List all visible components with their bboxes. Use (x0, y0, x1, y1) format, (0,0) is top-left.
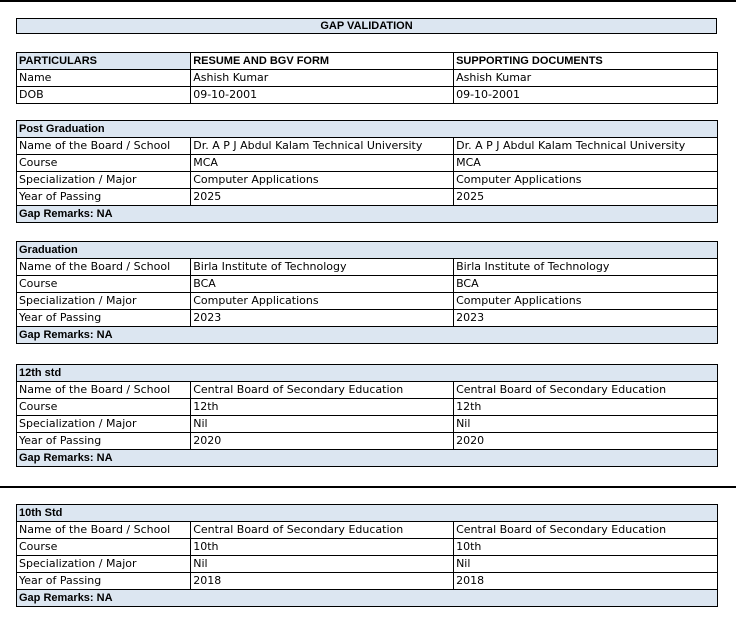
section-10th-std (16, 504, 718, 607)
particulars-header: PARTICULARS (17, 53, 191, 70)
table-row (17, 399, 718, 416)
row-label: Course (17, 399, 191, 416)
row-label: Name of the Board / School (17, 522, 191, 539)
row-label: Specialization / Major (17, 556, 191, 573)
supporting-value: Central Board of Secondary Education (454, 382, 718, 399)
table-row (17, 293, 718, 310)
table-row (17, 382, 718, 399)
particulars-table (16, 52, 718, 104)
supporting-value: MCA (454, 155, 718, 172)
row-label: Year of Passing (17, 433, 191, 450)
resume-value: Central Board of Secondary Education (191, 382, 454, 399)
resume-value: Nil (191, 416, 454, 433)
table-row (17, 556, 718, 573)
column-header-row (17, 53, 718, 70)
resume-value: 2023 (191, 310, 454, 327)
table-row (17, 87, 718, 104)
supporting-header: SUPPORTING DOCUMENTS (454, 53, 718, 70)
table-row (17, 416, 718, 433)
row-label: Specialization / Major (17, 172, 191, 189)
gap-remarks: Gap Remarks: NA (17, 590, 718, 607)
page-break-divider (0, 486, 736, 488)
row-label: Year of Passing (17, 310, 191, 327)
row-label: DOB (17, 87, 191, 104)
resume-value: 2020 (191, 433, 454, 450)
row-label: Specialization / Major (17, 293, 191, 310)
table-row (17, 155, 718, 172)
supporting-value: 2025 (454, 189, 718, 206)
table-row (17, 172, 718, 189)
resume-value: 10th (191, 539, 454, 556)
row-label: Course (17, 539, 191, 556)
table-row (17, 539, 718, 556)
resume-value: Computer Applications (191, 172, 454, 189)
resume-value: Dr. A P J Abdul Kalam Technical University (191, 138, 454, 155)
row-label: Name (17, 70, 191, 87)
resume-value: 2018 (191, 573, 454, 590)
resume-value: 2025 (191, 189, 454, 206)
section-post-graduation (16, 120, 718, 223)
supporting-value: 2020 (454, 433, 718, 450)
row-label: Course (17, 155, 191, 172)
row-label: Specialization / Major (17, 416, 191, 433)
gap-remarks: Gap Remarks: NA (17, 450, 718, 467)
table-row (17, 276, 718, 293)
resume-value: MCA (191, 155, 454, 172)
table-row (17, 259, 718, 276)
table-row (17, 522, 718, 539)
section-graduation (16, 241, 718, 344)
supporting-value: 09-10-2001 (454, 87, 718, 104)
section-title: 12th std (17, 365, 718, 382)
supporting-value: Nil (454, 556, 718, 573)
supporting-value: Computer Applications (454, 293, 718, 310)
resume-value: 12th (191, 399, 454, 416)
table-row (17, 433, 718, 450)
row-label: Name of the Board / School (17, 382, 191, 399)
supporting-value: 10th (454, 539, 718, 556)
table-row (17, 70, 718, 87)
resume-value: Ashish Kumar (191, 70, 454, 87)
section-title: 10th Std (17, 505, 718, 522)
row-label: Year of Passing (17, 573, 191, 590)
supporting-value: 12th (454, 399, 718, 416)
gap-remarks: Gap Remarks: NA (17, 327, 718, 344)
row-label: Year of Passing (17, 189, 191, 206)
top-divider (0, 0, 736, 2)
row-label: Name of the Board / School (17, 259, 191, 276)
row-label: Course (17, 276, 191, 293)
table-row (17, 573, 718, 590)
supporting-value: Dr. A P J Abdul Kalam Technical University (454, 138, 718, 155)
resume-value: Birla Institute of Technology (191, 259, 454, 276)
section-title: Graduation (17, 242, 718, 259)
resume-value: 09-10-2001 (191, 87, 454, 104)
supporting-value: Central Board of Secondary Education (454, 522, 718, 539)
resume-value: BCA (191, 276, 454, 293)
resume-value: Central Board of Secondary Education (191, 522, 454, 539)
resume-value: Nil (191, 556, 454, 573)
supporting-value: 2018 (454, 573, 718, 590)
supporting-value: Birla Institute of Technology (454, 259, 718, 276)
resume-header: RESUME AND BGV FORM (191, 53, 454, 70)
gap-remarks: Gap Remarks: NA (17, 206, 718, 223)
section-title: Post Graduation (17, 121, 718, 138)
supporting-value: Nil (454, 416, 718, 433)
supporting-value: Ashish Kumar (454, 70, 718, 87)
supporting-value: BCA (454, 276, 718, 293)
row-label: Name of the Board / School (17, 138, 191, 155)
supporting-value: 2023 (454, 310, 718, 327)
resume-value: Computer Applications (191, 293, 454, 310)
table-row (17, 189, 718, 206)
page-title: GAP VALIDATION (16, 18, 717, 34)
table-row (17, 310, 718, 327)
section-12th-std (16, 364, 718, 467)
table-row (17, 138, 718, 155)
supporting-value: Computer Applications (454, 172, 718, 189)
